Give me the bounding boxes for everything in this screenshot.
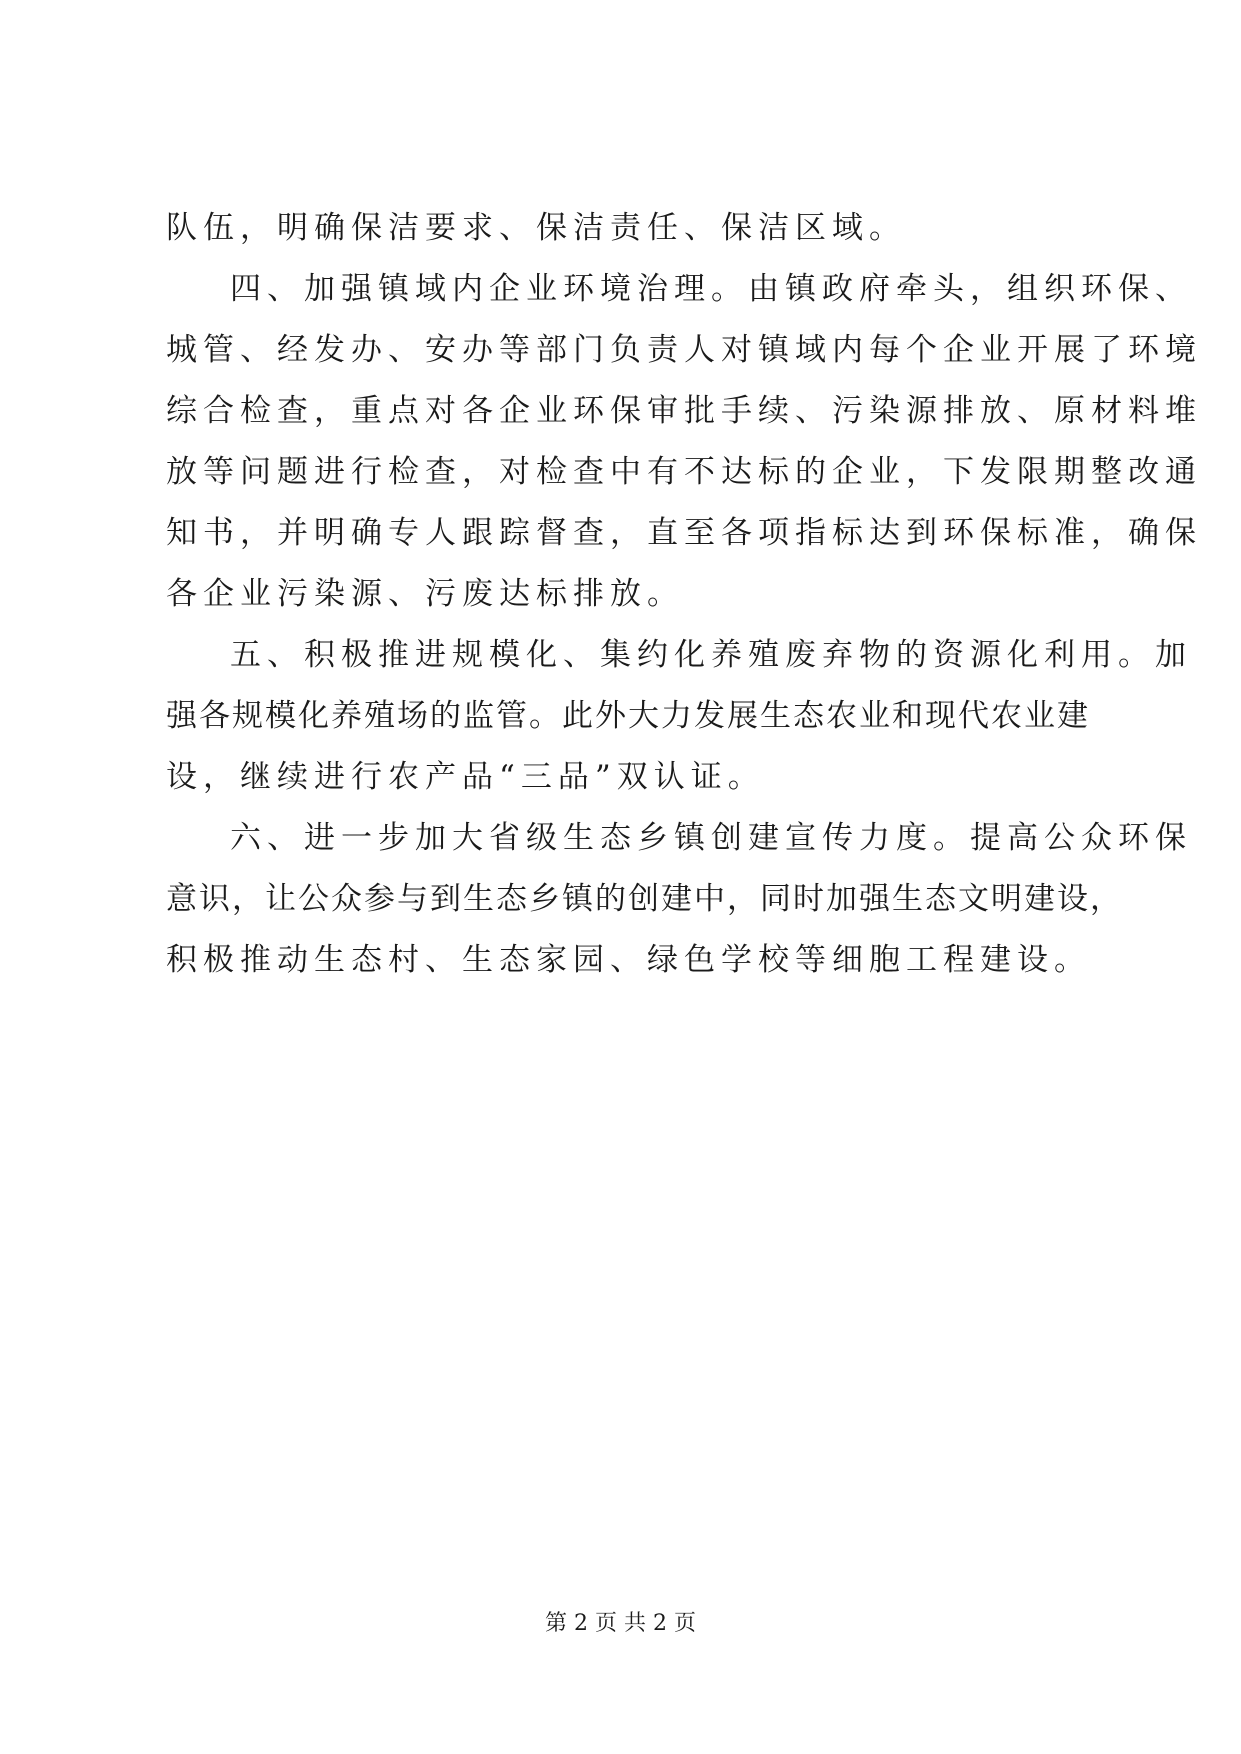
paragraph-5-heading-line: 五、积极推进规模化、集约化养殖废弃物的资源化利用。加 [230,637,1192,673]
text-line: 设，继续进行农产品“三品”双认证。 [166,759,765,795]
text-line: 放等问题进行检查，对检查中有不达标的企业，下发限期整改通 [166,454,1202,490]
page-number: 第 2 页 共 2 页 [545,1611,696,1636]
paragraph-4-heading-line: 四、加强镇域内企业环境治理。由镇政府牵头，组织环保、 [230,271,1192,307]
text-line: 队伍，明确保洁要求、保洁责任、保洁区域。 [166,210,906,246]
paragraph-6-heading-line: 六、进一步加大省级生态乡镇创建宣传力度。提高公众环保 [230,820,1192,856]
page-footer [0,1609,1241,1639]
document-body [166,198,1202,991]
text-line: 意识，让公众参与到生态乡镇的创建中，同时加强生态文明建设， [166,881,1123,917]
text-line: 各企业污染源、污废达标排放。 [166,576,684,612]
text-line: 城管、经发办、安办等部门负责人对镇域内每个企业开展了环境 [166,332,1202,368]
text-line: 积极推动生态村、生态家园、绿色学校等细胞工程建设。 [166,942,1091,978]
text-line: 强各规模化养殖场的监管。此外大力发展生态农业和现代农业建 [166,698,1090,734]
text-line: 综合检查，重点对各企业环保审批手续、污染源排放、原材料堆 [166,393,1202,429]
text-line: 知书，并明确专人跟踪督查，直至各项指标达到环保标准，确保 [166,515,1202,551]
